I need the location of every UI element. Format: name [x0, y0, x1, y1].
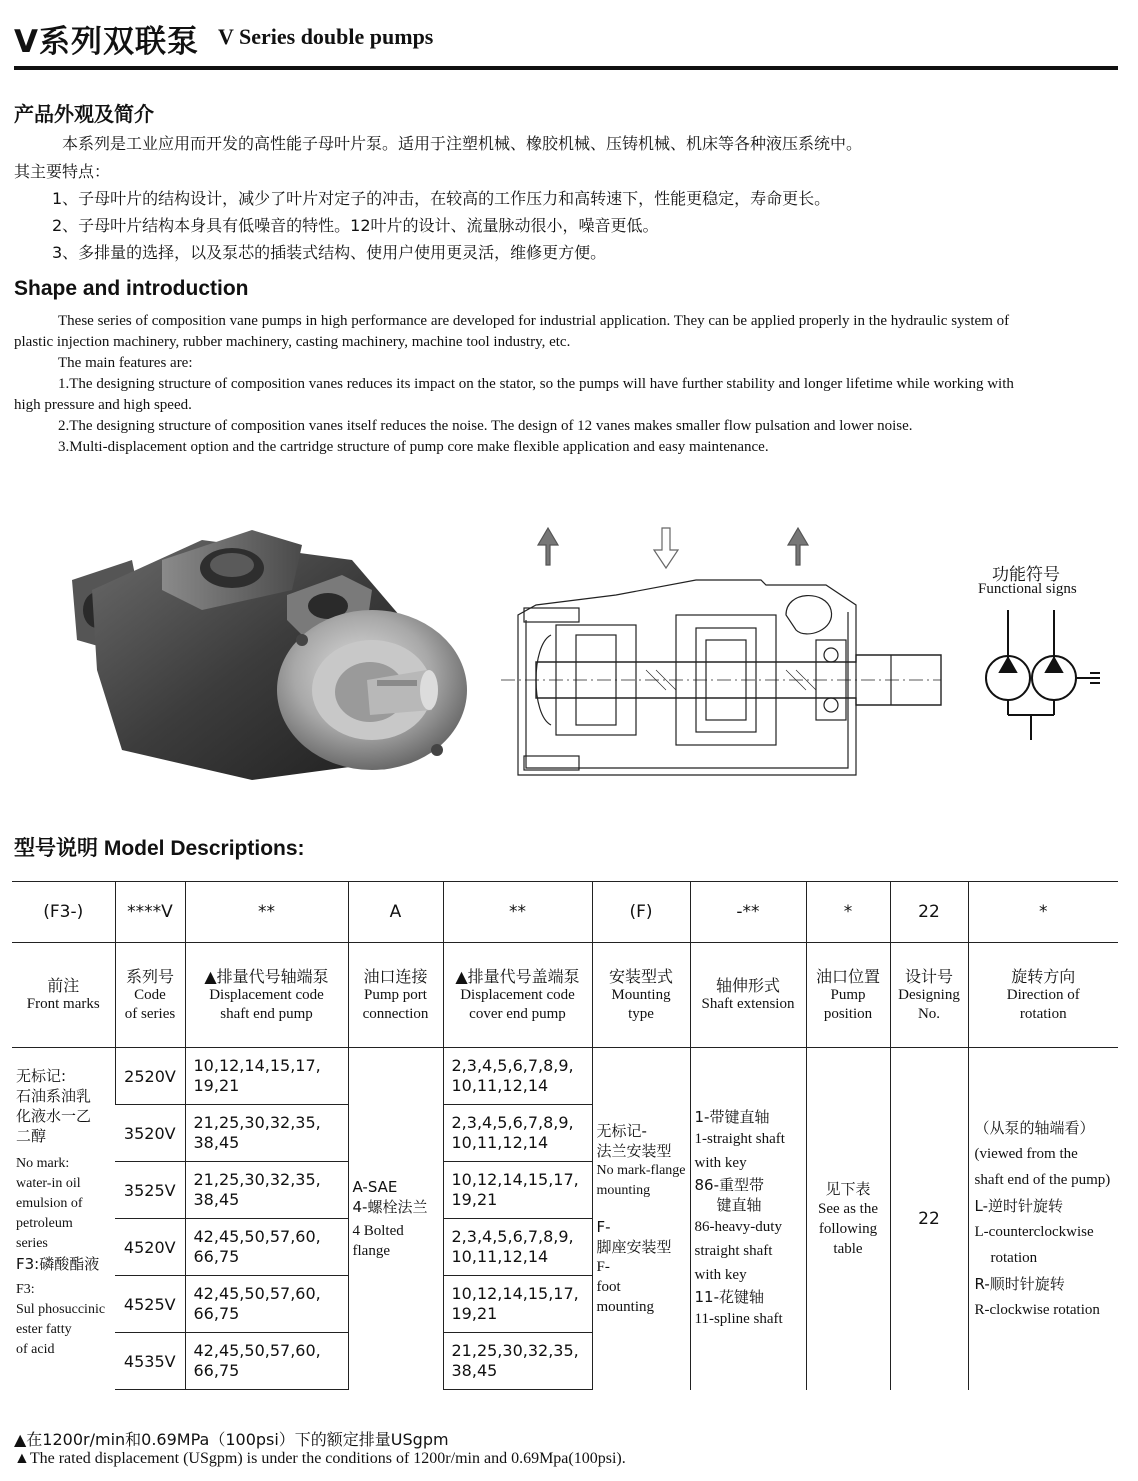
feature-cn-2: 2、子母叶片结构本身具有低噪音的特性。12叶片的设计、流量脉动很小，噪音更低。 — [52, 216, 659, 235]
mounting-text: No mark-flange — [596, 1162, 686, 1178]
displacement-line: 10,11,12,14 — [451, 1133, 549, 1152]
code-mounting: (F) — [592, 882, 690, 943]
displacement-line: 10,12,14,15,17, — [451, 1170, 579, 1189]
mounting-text: 脚座安装型 — [596, 1237, 672, 1256]
displacement-line: 2,3,4,5,6,7,8,9, — [451, 1056, 574, 1075]
displacement-line: 38,45 — [193, 1190, 240, 1209]
port-text: A-SAE — [352, 1177, 398, 1196]
mounting-text: 无标记- — [596, 1121, 647, 1140]
header-pump-position — [806, 943, 890, 1048]
displacement-line: 21,25,30,32,35, — [193, 1113, 321, 1132]
displacement-line: 38,45 — [193, 1133, 240, 1152]
rotation-text: R-顺时针旋转 — [974, 1274, 1065, 1293]
header-label-en: of series — [124, 1005, 176, 1022]
displacement-line: 21,25,30,32,35, — [451, 1341, 579, 1360]
port-text: flange — [352, 1242, 390, 1259]
header-label-en: Direction of — [1006, 986, 1080, 1003]
rotation-cell — [968, 1048, 1118, 1390]
header-label-en: rotation — [1019, 1005, 1067, 1022]
intro-heading-cn: 产品外观及简介 — [14, 102, 154, 126]
mounting-text: foot — [596, 1278, 621, 1295]
shaft-text: 1-straight shaft — [694, 1130, 785, 1147]
shaft-displacement-cell — [185, 1333, 348, 1390]
header-label-en: Front marks — [26, 996, 100, 1012]
header-label-en: No. — [917, 1005, 941, 1022]
front-marks-text: series — [16, 1236, 48, 1251]
header-series — [115, 943, 185, 1048]
series-code-cell: 2520V — [115, 1048, 185, 1105]
displacement-line: 42,45,50,57,60, — [193, 1227, 321, 1246]
shaft-displacement-cell — [185, 1219, 348, 1276]
header-label-en: type — [628, 1005, 654, 1022]
title-english: V Series double pumps — [218, 24, 434, 49]
model-code-row — [12, 882, 1118, 943]
header-label-en: Designing — [898, 986, 960, 1003]
series-code-cell: 3520V — [115, 1105, 185, 1162]
header-label-en: Shaft extension — [701, 996, 795, 1012]
header-mounting — [592, 943, 690, 1048]
feature-cn-3: 3、多排量的选择，以及泵芯的插装式结构、使用户使用更灵活，维修更方便。 — [52, 243, 607, 262]
header-label-en: Mounting — [611, 986, 671, 1003]
series-code-cell: 3525V — [115, 1162, 185, 1219]
displacement-line: 38,45 — [451, 1361, 498, 1380]
front-marks-text: No mark: — [16, 1156, 70, 1171]
mounting-text: F- — [596, 1217, 611, 1236]
front-marks-text: 无标记: — [16, 1067, 67, 1085]
displacement-line: 42,45,50,57,60, — [193, 1284, 321, 1303]
shaft-text: 11-spline shaft — [694, 1310, 783, 1327]
front-marks-text: Sul phosuccinic — [16, 1302, 106, 1317]
code-shaft-displacement: ** — [185, 882, 348, 943]
header-label-cn: ▲排量代号盖端泵 — [455, 966, 580, 986]
header-label-en: Code — [134, 986, 166, 1003]
header-label-cn: 前注 — [47, 976, 80, 995]
mounting-text: mounting — [596, 1298, 655, 1315]
displacement-line: 19,21 — [451, 1304, 498, 1323]
rotation-text: (viewed from the — [974, 1145, 1078, 1162]
front-marks-text: ester fatty — [16, 1322, 72, 1337]
front-marks-cell — [12, 1048, 115, 1390]
model-description-table — [12, 881, 1118, 1390]
cross-section-drawing — [496, 520, 946, 785]
header-label-en: Pump port — [364, 986, 427, 1003]
features-title-cn: 其主要特点： — [14, 162, 111, 181]
front-marks-text: petroleum — [16, 1216, 73, 1231]
front-marks-text: of acid — [16, 1342, 55, 1357]
header-shaft-displacement — [185, 943, 348, 1048]
rotation-text: L-counterclockwise — [974, 1223, 1094, 1240]
shaft-displacement-cell — [185, 1105, 348, 1162]
feature-en-3: 3.Multi-displacement option and the cartridge structure of pump core make flexible application and easy maintenance. — [58, 439, 769, 455]
feature-cn-1: 1、子母叶片的结构设计，减少了叶片对定子的冲击，在较高的工作压力和高转速下，性能更稳定，寿命更长。 — [52, 189, 831, 208]
pump-position-cell — [806, 1048, 890, 1390]
header-design-no — [890, 943, 968, 1048]
intro-paragraph-en-line1: These series of composition vane pumps in high performance are developed for industrial application. They can be applied properly in the hydraulic system of — [58, 313, 1010, 329]
displacement-line: 2,3,4,5,6,7,8,9, — [451, 1227, 574, 1246]
design-no-cell: 22 — [890, 1048, 968, 1390]
shaft-extension-cell — [690, 1048, 806, 1390]
header-port-connection — [348, 943, 443, 1048]
mounting-text: mounting — [596, 1182, 651, 1198]
displacement-line: 2,3,4,5,6,7,8,9, — [451, 1113, 574, 1132]
shaft-text: with key — [694, 1266, 747, 1283]
shaft-text: 86-heavy-duty — [694, 1218, 782, 1235]
front-marks-text: water-in oil — [16, 1176, 81, 1191]
shaft-text: 键直轴 — [716, 1195, 762, 1214]
front-marks-text: F3:磷酸酯液 — [16, 1255, 100, 1273]
footnote-en: ▲The rated displacement (USgpm) is under the conditions of 1200r/min and 0.69Mpa(100psi). — [14, 1450, 626, 1467]
features-title-en: The main features are: — [58, 355, 193, 371]
front-marks-text: 化液水一乙 — [16, 1107, 92, 1125]
functional-signs-label-en: Functional signs — [978, 581, 1077, 597]
position-text: 见下表 — [825, 1179, 871, 1198]
shaft-displacement-cell — [185, 1162, 348, 1219]
header-label-en: Displacement code — [460, 986, 575, 1003]
header-cover-displacement — [443, 943, 592, 1048]
front-marks-text: 石油系油乳 — [16, 1087, 92, 1105]
table-row — [12, 1048, 1118, 1105]
displacement-line: 66,75 — [193, 1247, 240, 1266]
position-text: following — [818, 1220, 878, 1237]
feature-en-1-line1: 1.The designing structure of composition vanes reduces its impact on the stator, so the pumps will have further stability and longer lifetime while working with — [58, 376, 1014, 392]
header-label-en: Pump — [830, 986, 866, 1003]
rotation-text: （从泵的轴端看） — [974, 1118, 1095, 1137]
rotation-text: R-clockwise rotation — [974, 1301, 1100, 1318]
pump-photo — [52, 520, 492, 790]
header-label-en: connection — [362, 1005, 429, 1022]
code-port-connection: A — [348, 882, 443, 943]
code-design-no: 22 — [890, 882, 968, 943]
displacement-line: 42,45,50,57,60, — [193, 1341, 321, 1360]
feature-en-1-line2: high pressure and high speed. — [14, 397, 192, 413]
shaft-text: 1-带键直轴 — [694, 1107, 770, 1126]
shaft-text: 86-重型带 — [694, 1175, 764, 1194]
intro-paragraph-cn: 本系列是工业应用而开发的高性能子母叶片泵。适用于注塑机械、橡胶机械、压铸机械、机床等各种液压系统中。 — [62, 134, 863, 153]
shaft-text: with key — [694, 1154, 747, 1171]
rotation-text: shaft end of the pump) — [974, 1171, 1111, 1188]
code-cover-displacement: ** — [443, 882, 592, 943]
header-label-en: cover end pump — [469, 1005, 566, 1022]
series-code-cell: 4520V — [115, 1219, 185, 1276]
code-series: ****V — [115, 882, 185, 943]
model-header-row — [12, 943, 1118, 1048]
cover-displacement-cell — [443, 1162, 592, 1219]
header-label-cn: 系列号 — [125, 966, 174, 986]
header-label-cn: 设计号 — [904, 966, 953, 986]
intro-paragraph-en-line2: plastic injection machinery, rubber machinery, casting machinery, machine tool industry, etc. — [14, 334, 571, 350]
displacement-line: 10,12,14,15,17, — [193, 1056, 321, 1075]
displacement-line: 66,75 — [193, 1304, 240, 1323]
displacement-line: 10,11,12,14 — [451, 1076, 549, 1095]
front-marks-text: emulsion of — [16, 1196, 83, 1211]
functional-signs-label-cn: 功能符号 — [992, 565, 1060, 585]
cover-displacement-cell — [443, 1048, 592, 1105]
header-label-en: position — [823, 1005, 873, 1022]
cover-displacement-cell — [443, 1276, 592, 1333]
cover-displacement-cell — [443, 1219, 592, 1276]
code-shaft-extension: -** — [690, 882, 806, 943]
title-chinese: V系列双联泵 — [14, 24, 199, 60]
footnote-cn: ▲在1200r/min和0.69MPa（100psi）下的额定排量USgpm — [14, 1430, 449, 1449]
header-label-cn: 油口连接 — [363, 966, 428, 986]
port-text: 4-螺栓法兰 — [352, 1197, 428, 1216]
series-code-cell: 4535V — [115, 1333, 185, 1390]
header-shaft-extension — [690, 943, 806, 1048]
shaft-text: straight shaft — [694, 1242, 773, 1259]
position-text: See as the — [818, 1200, 878, 1217]
cover-displacement-cell — [443, 1333, 592, 1390]
shaft-text: 11-花键轴 — [694, 1287, 764, 1306]
feature-en-2: 2.The designing structure of composition vanes itself reduces the noise. The design of 12 vanes makes smaller flow pulsation and lower noise. — [58, 418, 913, 434]
displacement-line: 10,12,14,15,17, — [451, 1284, 579, 1303]
header-label-cn: 安装型式 — [608, 966, 673, 986]
header-label-cn: ▲排量代号轴端泵 — [204, 966, 329, 986]
code-rotation: * — [968, 882, 1118, 943]
displacement-line: 21,25,30,32,35, — [193, 1170, 321, 1189]
displacement-line: 66,75 — [193, 1361, 240, 1380]
code-pump-position: * — [806, 882, 890, 943]
header-label-cn: 旋转方向 — [1011, 966, 1076, 986]
intro-heading-en: Shape and introduction — [14, 277, 249, 300]
header-label-en: shaft end pump — [220, 1005, 313, 1022]
displacement-line: 19,21 — [451, 1190, 498, 1209]
code-front-marks: (F3-) — [12, 882, 115, 943]
header-label-en: Displacement code — [209, 986, 324, 1003]
model-descriptions-heading: 型号说明 Model Descriptions: — [14, 837, 305, 860]
displacement-line: 19,21 — [193, 1076, 240, 1095]
rotation-text: L-逆时针旋转 — [974, 1196, 1064, 1215]
header-label-cn: 油口位置 — [815, 966, 880, 986]
port-text: 4 Bolted — [352, 1222, 404, 1239]
figures-area — [14, 510, 1124, 800]
cover-displacement-cell — [443, 1105, 592, 1162]
header-label-cn: 轴伸形式 — [715, 976, 780, 995]
shaft-displacement-cell — [185, 1048, 348, 1105]
functional-signs-symbol — [982, 610, 1107, 750]
position-text: table — [833, 1240, 863, 1257]
page-header — [14, 10, 1118, 70]
displacement-line: 10,11,12,14 — [451, 1247, 549, 1266]
rotation-text: rotation — [990, 1249, 1038, 1266]
mounting-text: 法兰安装型 — [596, 1141, 672, 1160]
front-marks-text: 二醇 — [16, 1127, 47, 1145]
header-front-marks — [12, 943, 115, 1048]
shaft-displacement-cell — [185, 1276, 348, 1333]
series-code-cell: 4525V — [115, 1276, 185, 1333]
mounting-text: F- — [596, 1258, 610, 1275]
front-marks-text: F3: — [16, 1282, 35, 1297]
header-rotation — [968, 943, 1118, 1048]
port-connection-cell — [348, 1048, 443, 1390]
mounting-cell — [592, 1048, 690, 1390]
